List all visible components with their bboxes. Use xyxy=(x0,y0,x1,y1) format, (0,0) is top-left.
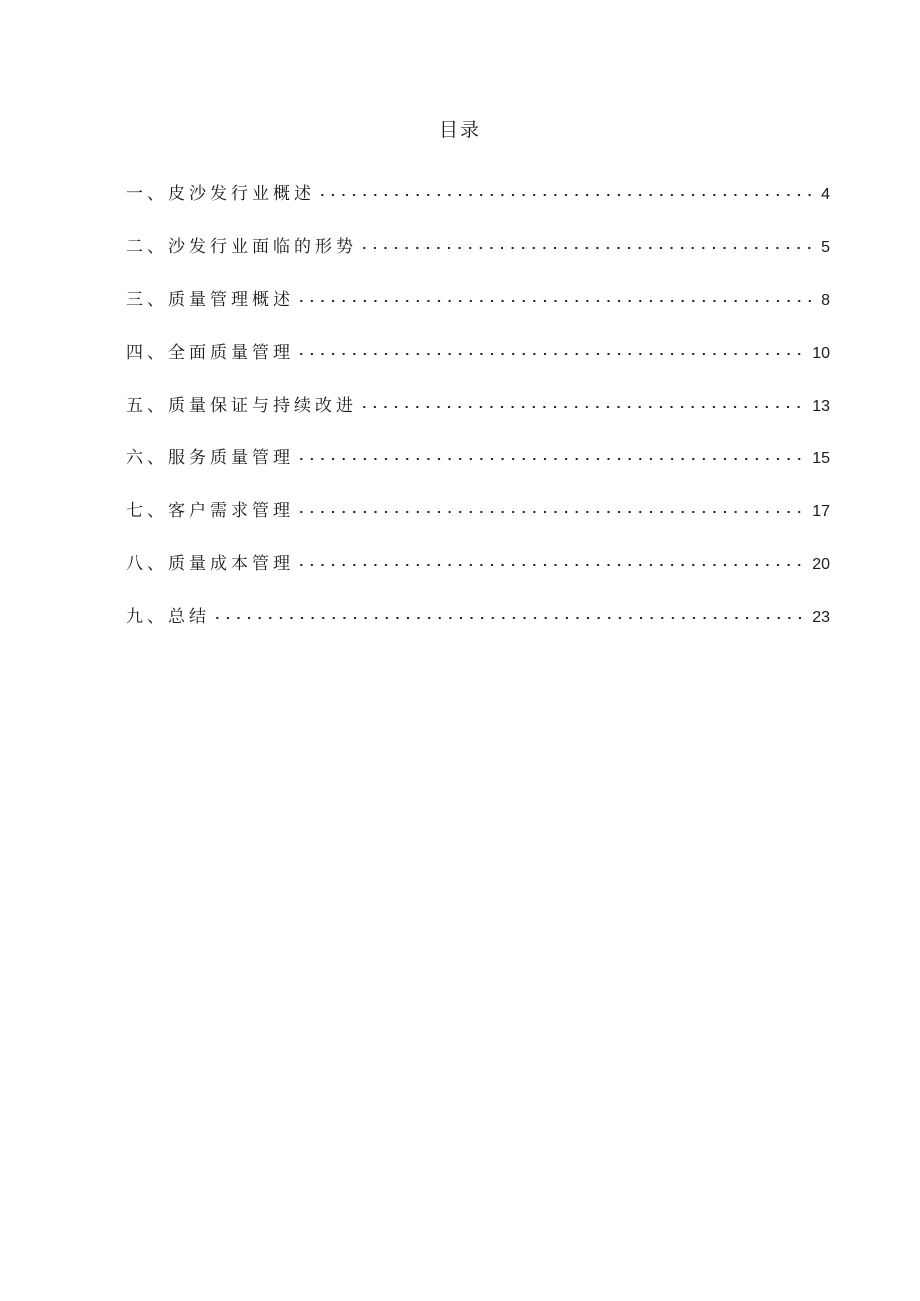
dot-leader xyxy=(296,564,808,566)
toc-entry[interactable] xyxy=(126,550,830,603)
toc-entry[interactable] xyxy=(126,180,830,233)
table-of-contents xyxy=(126,180,830,656)
dot-leader xyxy=(359,247,816,249)
toc-entry[interactable] xyxy=(126,233,830,286)
toc-entry[interactable] xyxy=(126,497,830,550)
toc-entry[interactable] xyxy=(126,392,830,445)
toc-entry-label: 八、质量成本管理 xyxy=(126,554,294,575)
dot-leader xyxy=(296,458,808,460)
toc-entry-label: 一、皮沙发行业概述 xyxy=(126,184,315,204)
toc-entry-label: 三、质量管理概述 xyxy=(126,289,294,310)
toc-entry-label: 二、沙发行业面临的形势 xyxy=(126,236,357,257)
toc-entry-page-number: 8 xyxy=(821,291,830,309)
toc-title: 目录 xyxy=(438,119,481,141)
dot-leader xyxy=(359,406,808,408)
toc-entry-label: 四、全面质量管理 xyxy=(126,342,294,363)
dot-leader xyxy=(212,617,808,619)
toc-entry-page-number: 10 xyxy=(812,344,830,362)
toc-entry-label: 六、服务质量管理 xyxy=(126,448,294,469)
toc-entry-page-number: 17 xyxy=(812,503,830,521)
toc-entry-label: 七、客户需求管理 xyxy=(126,501,294,522)
toc-entry-page-number: 4 xyxy=(821,186,830,203)
toc-entry-page-number: 5 xyxy=(821,238,830,256)
toc-entry-page-number: 20 xyxy=(812,556,830,574)
toc-entry[interactable] xyxy=(126,339,830,392)
toc-entry-label: 五、质量保证与持续改进 xyxy=(126,395,357,416)
toc-entry-page-number: 15 xyxy=(812,450,830,468)
toc-entry[interactable] xyxy=(126,444,830,497)
toc-entry[interactable] xyxy=(126,286,830,339)
toc-entry-page-number: 23 xyxy=(812,609,830,627)
dot-leader xyxy=(317,194,816,196)
dot-leader xyxy=(296,353,808,355)
toc-entry[interactable] xyxy=(126,603,830,656)
toc-entry-page-number: 13 xyxy=(812,397,830,415)
toc-entry-label: 九、总结 xyxy=(126,607,210,628)
dot-leader xyxy=(296,511,808,513)
dot-leader xyxy=(296,300,816,302)
